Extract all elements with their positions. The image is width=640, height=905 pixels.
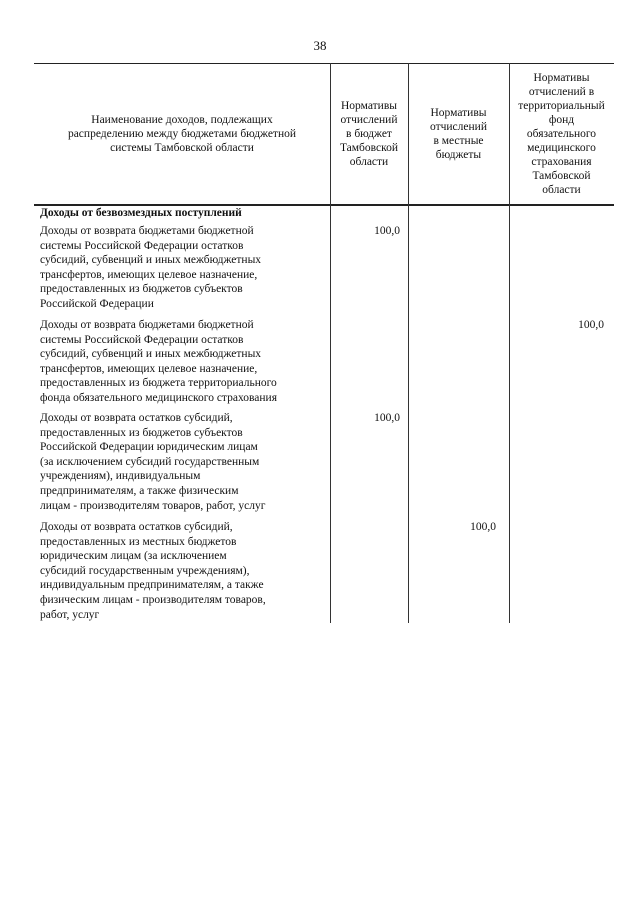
- row-name-line: лицам - производителям товаров, работ, услуг: [40, 499, 266, 512]
- section-heading: Доходы от безвозмездных поступлений: [40, 207, 242, 219]
- row-name-line: работ, услуг: [40, 608, 100, 621]
- header-local-column: [408, 63, 509, 204]
- table-row-name: [40, 224, 332, 312]
- row-tfoms-value: 100,0: [578, 319, 604, 331]
- page-number: 38: [313, 38, 327, 53]
- row-name-line: Российской Федерации юридическим лицам: [40, 441, 258, 454]
- header-name-line: Наименование доходов, подлежащих: [91, 113, 273, 126]
- row-name-line: Доходы от возврата остатков субсидий,: [40, 412, 233, 424]
- header-regional-column: [330, 63, 408, 204]
- header-tfoms-line: обязательного: [526, 127, 597, 140]
- row-name-line: системы Российской Федерации остатков: [40, 239, 244, 252]
- header-name-column: [34, 63, 330, 204]
- row-name-line: физическим лицам - производителям товаров,: [40, 593, 266, 606]
- header-name-line: системы Тамбовской области: [110, 141, 254, 154]
- header-tfoms-line: области: [542, 183, 581, 196]
- row-name-line: субсидий, субвенций и иных межбюджетных: [40, 348, 262, 361]
- row-name-line: индивидуальным предпринимателям, а также: [40, 579, 264, 592]
- table-row-name: [40, 520, 332, 622]
- revenue-norms-table: [34, 63, 614, 623]
- header-local-line: бюджеты: [435, 148, 482, 161]
- row-name-line: субсидий, субвенций и иных межбюджетных: [40, 254, 262, 267]
- header-regional-line: области: [349, 155, 389, 168]
- header-tfoms-line: Нормативы: [533, 71, 590, 84]
- row-name-line: Доходы от возврата бюджетами бюджетной: [40, 319, 254, 331]
- row-name-line: предпринимателям, а также физическим: [40, 484, 239, 497]
- header-name-line: распределению между бюджетами бюджетной: [67, 127, 297, 140]
- header-local-line: отчислений: [430, 120, 487, 133]
- row-name-line: фонда обязательного медицинского страхования: [40, 391, 277, 404]
- row-name-line: трансфертов, имеющих целевое назначение,: [40, 362, 258, 375]
- table-row-name: [40, 411, 332, 513]
- row-name-line: юридическим лицам (за исключением: [40, 550, 227, 563]
- row-name-line: Доходы от возврата остатков субсидий,: [40, 521, 233, 533]
- header-regional-line: отчислений: [340, 113, 398, 126]
- row-name-line: субсидий государственным учреждениям),: [40, 564, 250, 577]
- row-name-line: предоставленных из бюджета территориального: [40, 377, 277, 390]
- row-name-line: Доходы от возврата бюджетами бюджетной: [40, 225, 254, 237]
- row-regional-value: 100,0: [374, 225, 400, 237]
- header-tfoms-column: [509, 63, 614, 204]
- header-tfoms-line: отчислений в: [528, 85, 595, 98]
- row-name-line: учреждениям), индивидуальным: [40, 470, 201, 483]
- row-local-value: 100,0: [470, 521, 496, 533]
- header-tfoms-line: медицинского: [527, 141, 596, 154]
- header-local-line: Нормативы: [430, 106, 487, 119]
- header-tfoms-line: Тамбовской: [532, 169, 591, 182]
- row-name-line: системы Российской Федерации остатков: [40, 333, 244, 346]
- header-regional-line: Тамбовской: [339, 141, 399, 154]
- row-name-line: Российской Федерации: [40, 297, 154, 310]
- header-regional-line: в бюджет: [346, 127, 392, 140]
- table-row-name: [40, 318, 332, 406]
- row-name-line: предоставленных из бюджетов субъектов: [40, 283, 243, 296]
- row-regional-value: 100,0: [374, 412, 400, 424]
- row-name-line: предоставленных из бюджетов субъектов: [40, 426, 243, 439]
- header-tfoms-line: страхования: [531, 155, 592, 168]
- header-tfoms-line: фонд: [548, 113, 575, 126]
- row-name-line: предоставленных из местных бюджетов: [40, 535, 237, 548]
- row-name-line: трансфертов, имеющих целевое назначение,: [40, 268, 258, 281]
- header-regional-line: Нормативы: [341, 99, 397, 112]
- header-local-line: в местные: [433, 134, 484, 147]
- header-tfoms-line: территориальный: [518, 99, 605, 112]
- row-name-line: (за исключением субсидий государственным: [40, 455, 260, 468]
